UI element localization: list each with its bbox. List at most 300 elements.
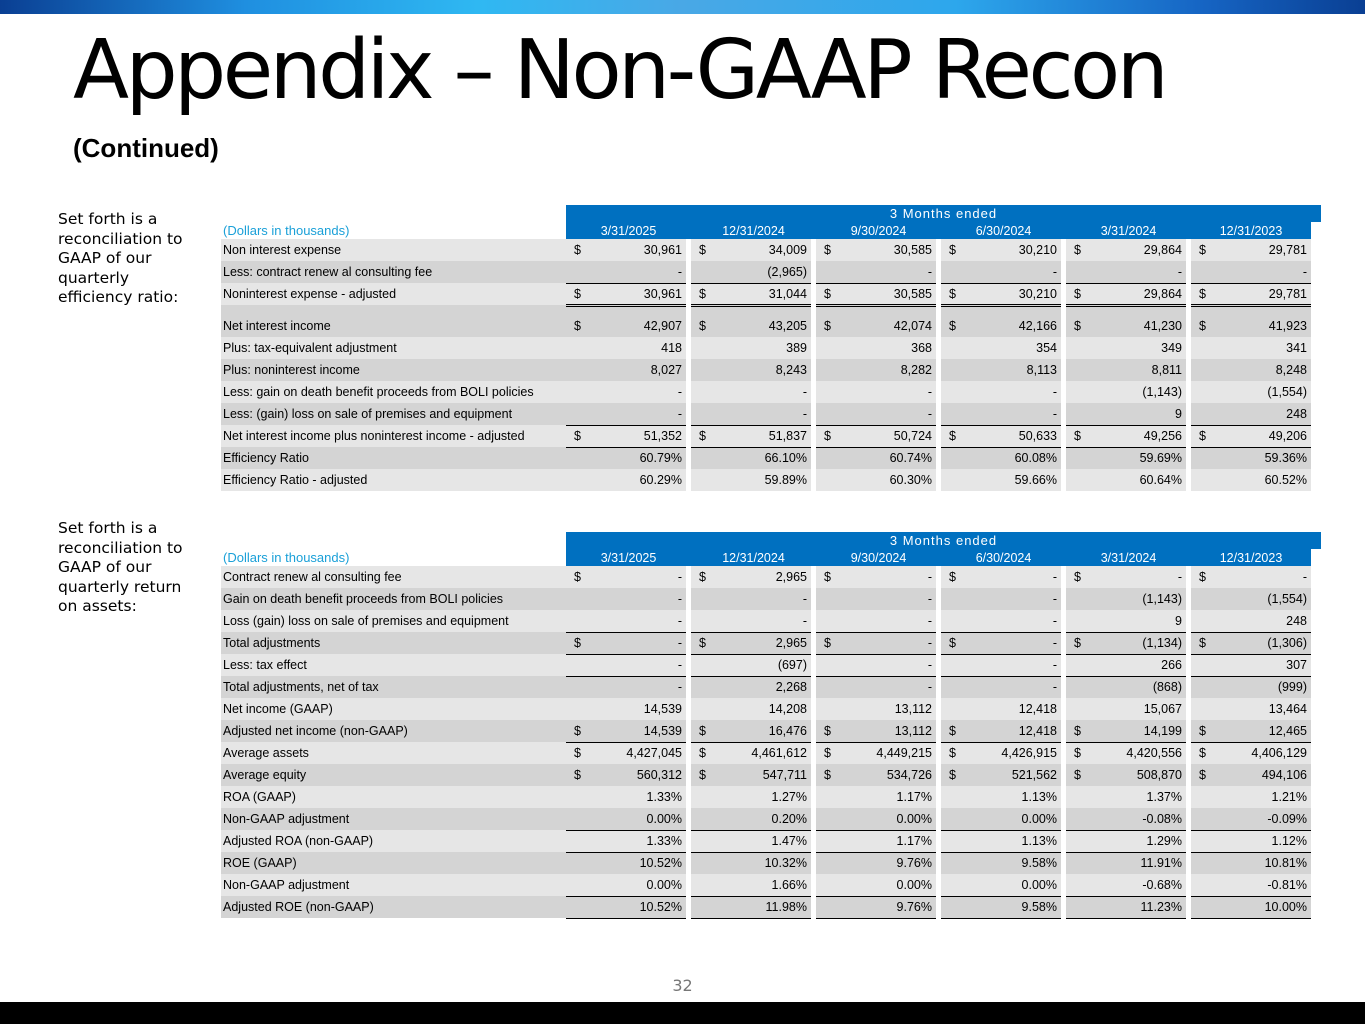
currency-symbol [941, 447, 954, 469]
cell-value: (1,143) [1079, 588, 1186, 610]
table-row [221, 676, 1321, 698]
row-label: Average equity [221, 764, 566, 786]
currency-symbol [691, 830, 704, 852]
cell-value: 2,965 [704, 566, 811, 588]
cell-value: 9.76% [829, 852, 936, 874]
cell-value: 9.58% [954, 852, 1061, 874]
currency-symbol [566, 698, 579, 720]
row-label: Less: contract renew al consulting fee [221, 261, 566, 283]
currency-symbol: $ [816, 425, 829, 447]
cell-value: 8,243 [704, 359, 811, 381]
table-row [221, 698, 1321, 720]
cell-value: 49,256 [1079, 425, 1186, 447]
currency-symbol: $ [1066, 764, 1079, 786]
table-row [221, 239, 1321, 261]
cell-value: 59.66% [954, 469, 1061, 491]
table-row [221, 786, 1321, 808]
column-date: 6/30/2024 [941, 549, 1066, 566]
currency-symbol [691, 896, 704, 918]
currency-symbol [566, 610, 579, 632]
period-header: 3 Months ended [566, 205, 1321, 222]
cell-value: 1.33% [579, 786, 686, 808]
currency-symbol: $ [691, 425, 704, 447]
currency-symbol [1191, 786, 1204, 808]
currency-symbol [1066, 381, 1079, 403]
currency-symbol: $ [941, 315, 954, 337]
cell-value: 16,476 [704, 720, 811, 742]
cell-value: 368 [829, 337, 936, 359]
cell-value: 4,420,556 [1079, 742, 1186, 764]
currency-symbol [941, 337, 954, 359]
column-date: 3/31/2024 [1066, 549, 1191, 566]
row-label: Gain on death benefit proceeds from BOLI policies [221, 588, 566, 610]
cell-value: 43,205 [704, 315, 811, 337]
currency-symbol [691, 447, 704, 469]
currency-symbol: $ [941, 239, 954, 261]
currency-symbol [816, 610, 829, 632]
currency-symbol [816, 852, 829, 874]
cell-value: - [579, 588, 686, 610]
cell-value: - [579, 261, 686, 283]
cell-value: - [1079, 566, 1186, 588]
cell-value: - [829, 654, 936, 676]
row-label: ROA (GAAP) [221, 786, 566, 808]
currency-symbol [566, 403, 579, 425]
cell-value: - [829, 566, 936, 588]
cell-value: (697) [704, 654, 811, 676]
currency-symbol [1191, 337, 1204, 359]
cell-value: 10.00% [1204, 896, 1311, 918]
currency-symbol [1191, 852, 1204, 874]
currency-symbol: $ [941, 566, 954, 588]
currency-symbol: $ [1191, 632, 1204, 654]
column-date: 12/31/2023 [1191, 222, 1311, 239]
cell-value: 4,461,612 [704, 742, 811, 764]
currency-symbol [816, 337, 829, 359]
column-date: 3/31/2025 [566, 549, 691, 566]
cell-value: 0.00% [829, 808, 936, 830]
currency-symbol [691, 261, 704, 283]
row-label: Non-GAAP adjustment [221, 808, 566, 830]
currency-symbol [941, 588, 954, 610]
cell-value: 30,961 [579, 239, 686, 261]
cell-value: 1.21% [1204, 786, 1311, 808]
period-header: 3 Months ended [566, 532, 1321, 549]
currency-symbol [941, 359, 954, 381]
currency-symbol: $ [1066, 315, 1079, 337]
table-row [221, 403, 1321, 425]
currency-symbol [566, 830, 579, 852]
row-label: Non-GAAP adjustment [221, 874, 566, 896]
currency-symbol [941, 381, 954, 403]
table-row [221, 830, 1321, 852]
currency-symbol: $ [566, 425, 579, 447]
cell-value: 51,352 [579, 425, 686, 447]
cell-value: 42,074 [829, 315, 936, 337]
currency-symbol: $ [566, 742, 579, 764]
cell-value: -0.09% [1204, 808, 1311, 830]
cell-value: - [954, 403, 1061, 425]
currency-symbol [691, 676, 704, 698]
cell-value: - [579, 610, 686, 632]
row-label: Plus: tax-equivalent adjustment [221, 337, 566, 359]
column-date: 3/31/2024 [1066, 222, 1191, 239]
currency-symbol [566, 874, 579, 896]
row-label: Average assets [221, 742, 566, 764]
cell-value: 60.30% [829, 469, 936, 491]
currency-symbol [566, 261, 579, 283]
currency-symbol: $ [566, 315, 579, 337]
currency-symbol [566, 381, 579, 403]
cell-value: 60.29% [579, 469, 686, 491]
row-label: Total adjustments, net of tax [221, 676, 566, 698]
currency-symbol [941, 610, 954, 632]
cell-value: - [704, 403, 811, 425]
cell-value: 10.81% [1204, 852, 1311, 874]
cell-value: - [704, 588, 811, 610]
table-row [221, 283, 1321, 305]
currency-symbol: $ [566, 566, 579, 588]
currency-symbol [1191, 808, 1204, 830]
cell-value: 1.13% [954, 786, 1061, 808]
currency-symbol [566, 469, 579, 491]
currency-symbol [1191, 469, 1204, 491]
currency-symbol: $ [691, 764, 704, 786]
cell-value: -0.68% [1079, 874, 1186, 896]
cell-value: 60.74% [829, 447, 936, 469]
units-label: (Dollars in thousands) [223, 223, 350, 238]
currency-symbol [1191, 830, 1204, 852]
cell-value: - [829, 381, 936, 403]
column-date: 12/31/2024 [691, 222, 816, 239]
row-label: Adjusted ROE (non-GAAP) [221, 896, 566, 918]
cell-value: 0.00% [954, 808, 1061, 830]
cell-value: 266 [1079, 654, 1186, 676]
cell-value: 0.00% [954, 874, 1061, 896]
cell-value: 29,864 [1079, 283, 1186, 305]
currency-symbol [816, 654, 829, 676]
currency-symbol: $ [691, 315, 704, 337]
currency-symbol: $ [691, 566, 704, 588]
currency-symbol [941, 896, 954, 918]
table-row [221, 381, 1321, 403]
table-row [221, 337, 1321, 359]
currency-symbol [566, 654, 579, 676]
cell-value: 10.52% [579, 896, 686, 918]
currency-symbol [816, 786, 829, 808]
cell-value: 2,965 [704, 632, 811, 654]
currency-symbol [1066, 469, 1079, 491]
cell-value: 60.64% [1079, 469, 1186, 491]
currency-symbol [566, 359, 579, 381]
currency-symbol: $ [816, 283, 829, 305]
table-row [221, 764, 1321, 786]
currency-symbol: $ [941, 283, 954, 305]
cell-value: 50,724 [829, 425, 936, 447]
cell-value: 1.13% [954, 830, 1061, 852]
cell-value: 418 [579, 337, 686, 359]
cell-value: 30,961 [579, 283, 686, 305]
cell-value: 1.37% [1079, 786, 1186, 808]
currency-symbol [1191, 381, 1204, 403]
currency-symbol: $ [816, 566, 829, 588]
table-row [221, 742, 1321, 764]
currency-symbol [1191, 874, 1204, 896]
currency-symbol [816, 830, 829, 852]
currency-symbol [816, 261, 829, 283]
currency-symbol: $ [941, 742, 954, 764]
currency-symbol [1066, 337, 1079, 359]
currency-symbol [1066, 852, 1079, 874]
cell-value: 59.89% [704, 469, 811, 491]
cell-value: 11.23% [1079, 896, 1186, 918]
cell-value: 534,726 [829, 764, 936, 786]
cell-value: 8,811 [1079, 359, 1186, 381]
cell-value: 14,208 [704, 698, 811, 720]
currency-symbol: $ [1066, 632, 1079, 654]
currency-symbol: $ [1066, 742, 1079, 764]
currency-symbol: $ [566, 239, 579, 261]
cell-value: - [579, 381, 686, 403]
currency-symbol [566, 808, 579, 830]
currency-symbol [1066, 896, 1079, 918]
page-number: 32 [672, 976, 693, 995]
cell-value: - [579, 676, 686, 698]
row-label: Less: gain on death benefit proceeds from BOLI policies [221, 381, 566, 403]
row-label: Less: tax effect [221, 654, 566, 676]
cell-value: 30,585 [829, 283, 936, 305]
currency-symbol: $ [1066, 720, 1079, 742]
currency-symbol [1066, 874, 1079, 896]
cell-value: 521,562 [954, 764, 1061, 786]
currency-symbol [691, 786, 704, 808]
cell-value: 60.08% [954, 447, 1061, 469]
cell-value: 60.52% [1204, 469, 1311, 491]
currency-symbol [941, 698, 954, 720]
currency-symbol [1191, 610, 1204, 632]
row-label: Efficiency Ratio [221, 447, 566, 469]
cell-value: 59.69% [1079, 447, 1186, 469]
currency-symbol [566, 676, 579, 698]
currency-symbol: $ [691, 283, 704, 305]
currency-symbol [941, 261, 954, 283]
cell-value: 42,166 [954, 315, 1061, 337]
cell-value: 9 [1079, 403, 1186, 425]
cell-value: 1.66% [704, 874, 811, 896]
cell-value: 31,044 [704, 283, 811, 305]
currency-symbol [1066, 610, 1079, 632]
currency-symbol [941, 830, 954, 852]
currency-symbol [566, 896, 579, 918]
currency-symbol [941, 852, 954, 874]
cell-value: 1.27% [704, 786, 811, 808]
currency-symbol: $ [566, 720, 579, 742]
currency-symbol [1191, 654, 1204, 676]
table-row [221, 896, 1321, 918]
table-row [221, 447, 1321, 469]
cell-value: - [1204, 566, 1311, 588]
cell-value: (868) [1079, 676, 1186, 698]
currency-symbol [816, 874, 829, 896]
cell-value: 9.58% [954, 896, 1061, 918]
currency-symbol [941, 676, 954, 698]
cell-value: - [954, 610, 1061, 632]
cell-value: (1,306) [1204, 632, 1311, 654]
currency-symbol: $ [941, 720, 954, 742]
row-label: Non interest expense [221, 239, 566, 261]
currency-symbol [691, 698, 704, 720]
cell-value: 49,206 [1204, 425, 1311, 447]
cell-value: 8,113 [954, 359, 1061, 381]
table-row [221, 852, 1321, 874]
cell-value: (1,554) [1204, 381, 1311, 403]
bottom-bar [0, 1002, 1365, 1024]
currency-symbol [816, 359, 829, 381]
currency-symbol: $ [1191, 720, 1204, 742]
currency-symbol [1191, 359, 1204, 381]
row-label: ROE (GAAP) [221, 852, 566, 874]
currency-symbol [1066, 676, 1079, 698]
currency-symbol [691, 403, 704, 425]
column-date: 6/30/2024 [941, 222, 1066, 239]
cell-value: 50,633 [954, 425, 1061, 447]
currency-symbol: $ [691, 742, 704, 764]
currency-symbol [1066, 698, 1079, 720]
currency-symbol: $ [816, 632, 829, 654]
currency-symbol [566, 337, 579, 359]
cell-value: - [704, 610, 811, 632]
cell-value: - [954, 632, 1061, 654]
currency-symbol [816, 676, 829, 698]
currency-symbol [691, 852, 704, 874]
currency-symbol [1066, 359, 1079, 381]
currency-symbol [691, 654, 704, 676]
currency-symbol [1066, 447, 1079, 469]
cell-value: 10.52% [579, 852, 686, 874]
roa-note: Set forth is a reconciliation to GAAP of our quarterly return on assets: [58, 519, 183, 615]
column-date: 12/31/2023 [1191, 549, 1311, 566]
table-row [221, 261, 1321, 283]
row-label: Net interest income plus noninterest income - adjusted [221, 425, 566, 447]
currency-symbol: $ [941, 764, 954, 786]
cell-value: - [1204, 261, 1311, 283]
currency-symbol [816, 469, 829, 491]
page-subtitle: (Continued) [73, 133, 219, 163]
cell-value: 0.00% [829, 874, 936, 896]
efficiency-note: Set forth is a reconciliation to GAAP of our quarterly efficiency ratio: [58, 210, 183, 306]
cell-value: 389 [704, 337, 811, 359]
table-row [221, 720, 1321, 742]
currency-symbol [816, 698, 829, 720]
cell-value: - [579, 632, 686, 654]
cell-value: - [954, 566, 1061, 588]
currency-symbol: $ [1191, 425, 1204, 447]
return-on-assets-table [221, 532, 1321, 919]
cell-value: (999) [1204, 676, 1311, 698]
cell-value: 8,282 [829, 359, 936, 381]
cell-value: - [829, 610, 936, 632]
table-row [221, 808, 1321, 830]
currency-symbol [941, 469, 954, 491]
currency-symbol: $ [941, 425, 954, 447]
row-label: Adjusted ROA (non-GAAP) [221, 830, 566, 852]
cell-value: - [954, 654, 1061, 676]
row-label: Adjusted net income (non-GAAP) [221, 720, 566, 742]
cell-value: 349 [1079, 337, 1186, 359]
currency-symbol [691, 337, 704, 359]
cell-value: 15,067 [1079, 698, 1186, 720]
currency-symbol: $ [1066, 283, 1079, 305]
currency-symbol [1191, 447, 1204, 469]
currency-symbol [566, 852, 579, 874]
currency-symbol [566, 447, 579, 469]
cell-value: 60.79% [579, 447, 686, 469]
cell-value: 10.32% [704, 852, 811, 874]
cell-value: 4,427,045 [579, 742, 686, 764]
cell-value: 51,837 [704, 425, 811, 447]
currency-symbol [941, 654, 954, 676]
column-date: 3/31/2025 [566, 222, 691, 239]
row-label: Noninterest expense - adjusted [221, 283, 566, 305]
cell-value: 0.00% [579, 874, 686, 896]
currency-symbol: $ [816, 720, 829, 742]
row-label: Less: (gain) loss on sale of premises and equipment [221, 403, 566, 425]
cell-value: 1.33% [579, 830, 686, 852]
cell-value: 8,027 [579, 359, 686, 381]
cell-value: 8,248 [1204, 359, 1311, 381]
cell-value: 9 [1079, 610, 1186, 632]
cell-value: 0.00% [579, 808, 686, 830]
units-label: (Dollars in thousands) [223, 550, 350, 565]
currency-symbol [691, 359, 704, 381]
cell-value: 30,210 [954, 283, 1061, 305]
currency-symbol [816, 588, 829, 610]
table-row [221, 588, 1321, 610]
cell-value: - [704, 381, 811, 403]
cell-value: 354 [954, 337, 1061, 359]
currency-symbol [941, 403, 954, 425]
cell-value: 4,406,129 [1204, 742, 1311, 764]
cell-value: - [954, 676, 1061, 698]
currency-symbol [566, 588, 579, 610]
currency-symbol [1066, 588, 1079, 610]
currency-symbol: $ [816, 315, 829, 337]
cell-value: 341 [1204, 337, 1311, 359]
top-gradient-bar [0, 0, 1365, 14]
cell-value: 11.91% [1079, 852, 1186, 874]
row-label: Loss (gain) loss on sale of premises and equipment [221, 610, 566, 632]
table-row [221, 874, 1321, 896]
cell-value: 248 [1204, 403, 1311, 425]
currency-symbol [941, 786, 954, 808]
cell-value: 12,418 [954, 698, 1061, 720]
currency-symbol: $ [1066, 566, 1079, 588]
cell-value: 14,539 [579, 720, 686, 742]
header-spacer [221, 532, 566, 549]
cell-value: - [579, 403, 686, 425]
cell-value: 4,426,915 [954, 742, 1061, 764]
currency-symbol: $ [1191, 283, 1204, 305]
cell-value: - [829, 588, 936, 610]
currency-symbol [691, 588, 704, 610]
cell-value: 41,923 [1204, 315, 1311, 337]
column-date: 9/30/2024 [816, 549, 941, 566]
cell-value: - [954, 381, 1061, 403]
column-date: 9/30/2024 [816, 222, 941, 239]
currency-symbol [1066, 261, 1079, 283]
cell-value: 11.98% [704, 896, 811, 918]
cell-value: 4,449,215 [829, 742, 936, 764]
